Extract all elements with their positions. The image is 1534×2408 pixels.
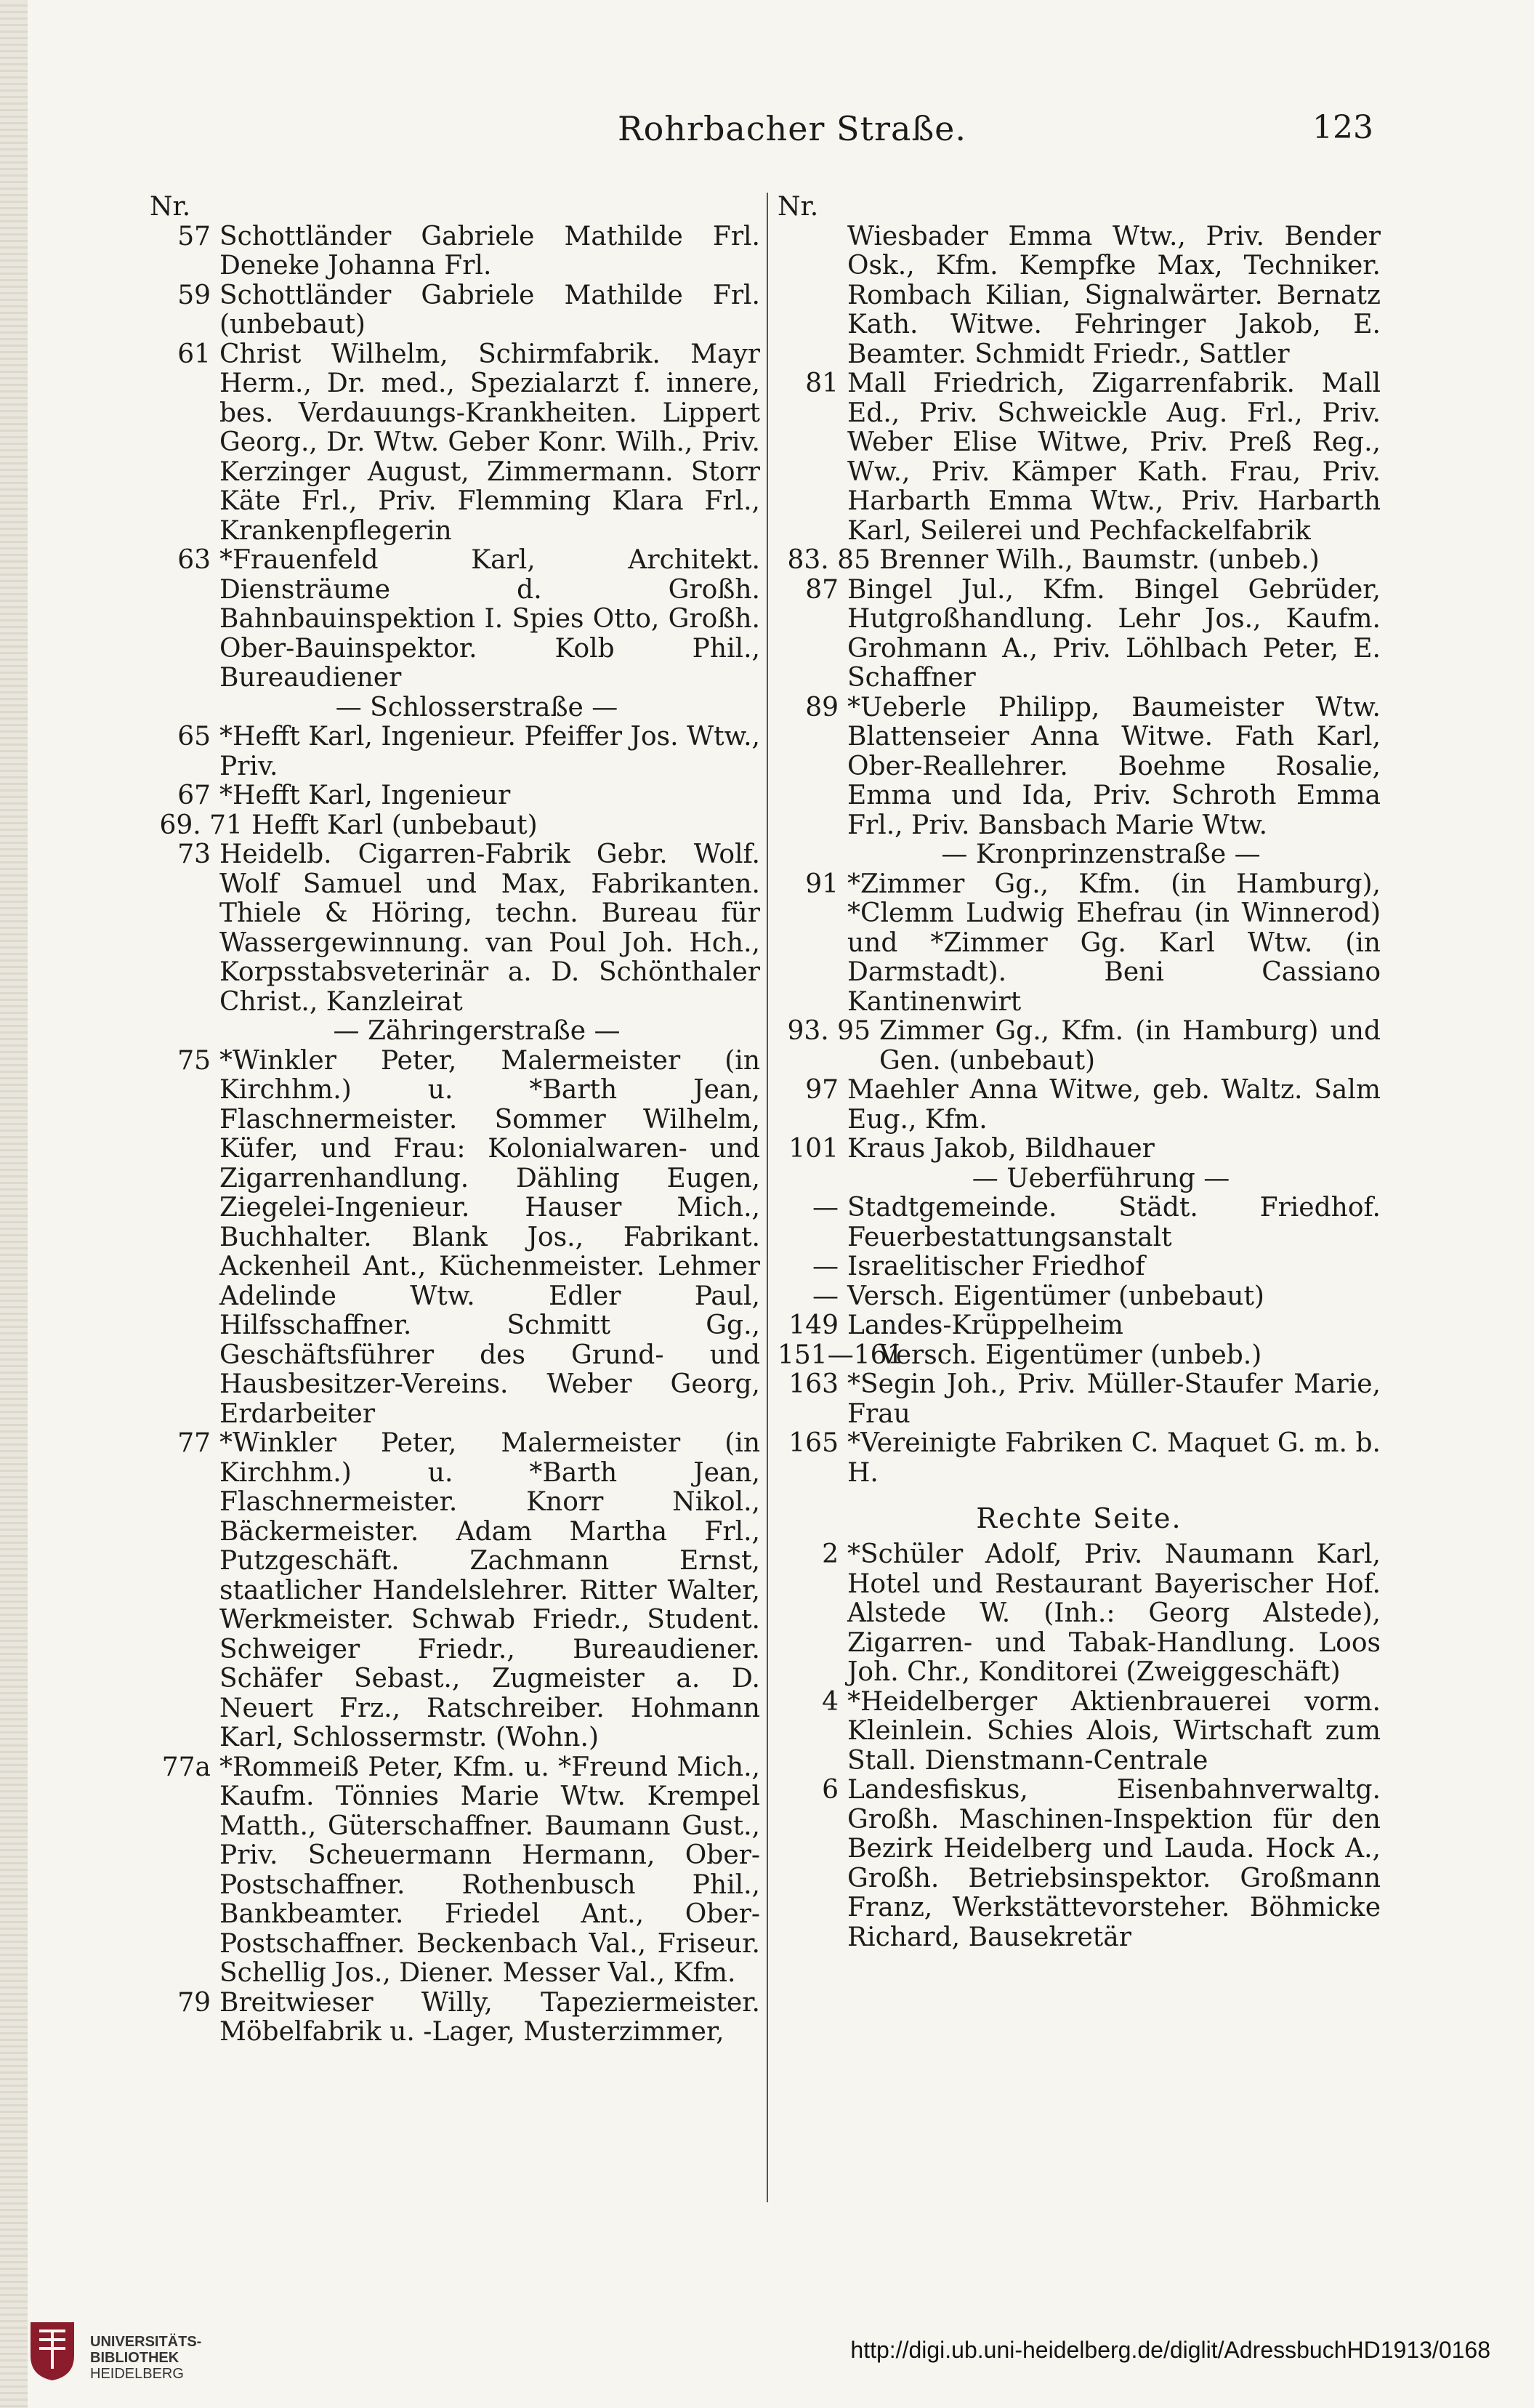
residents-text: Breitwieser Willy, Tapeziermeister. Möbelfabrik u. -Lager, Musterzimmer, <box>219 1987 760 2047</box>
address-entry <box>778 369 1381 546</box>
house-number: 2 <box>822 1539 839 1569</box>
address-entry <box>778 1776 1381 1952</box>
residents-text: Israelitischer Friedhof <box>847 1252 1145 1281</box>
section-heading: Rechte Seite. <box>976 1502 1182 1534</box>
address-entry <box>778 1429 1381 1488</box>
right-column <box>778 193 1381 1952</box>
address-entry <box>778 693 1381 841</box>
nr-label: Nr. <box>150 192 191 222</box>
address-entry <box>150 340 760 547</box>
house-number: 63 <box>177 545 211 575</box>
house-number: — <box>812 1252 839 1281</box>
page-number: 123 <box>1312 109 1373 146</box>
house-number: 75 <box>177 1045 211 1076</box>
library-line-1: UNIVERSITÄTS- <box>90 2334 202 2350</box>
residents-text: *Winkler Peter, Malermeister (in Kirchhm.) u. *Barth Jean, Flaschnermeister. Knorr Nikol., Bäckermeister. Adam Martha Frl., Putzgeschäft. Zachmann Ernst, staatlicher Handelslehrer. Ritter Walter, Werkmeister. Schwab Friedr., Student. Schweiger Friedr., Bureaudiener. Schäfer Sebast., Zugmeister a. D. Neuert Frz., Ratschreiber. Hohmann Karl, Schlossermstr. (Wohn.) <box>219 1428 760 1752</box>
house-number: 97 <box>805 1075 839 1105</box>
cross-street-label: — Schlosserstraße — <box>335 692 618 722</box>
house-number: 57 <box>177 221 211 251</box>
address-entry <box>778 1135 1381 1164</box>
cross-street-label: — Ueberführung — <box>972 1163 1230 1193</box>
nr-label: Nr. <box>778 192 819 222</box>
address-entry <box>778 576 1381 693</box>
residents-text: *Schüler Adolf, Priv. Naumann Karl, Hotel und Restaurant Bayerischer Hof. Alstede W. (Inh.: Georg Alstede), Zigarren- und Tabak-Handlung. Loos Joh. Chr., Konditorei (Zweiggeschäft) <box>847 1539 1381 1687</box>
residents-text: Wiesbader Emma Wtw., Priv. Bender Osk., Kfm. Kempfke Max, Techniker. Rombach Kilian, Signalwärter. Bernatz Kath. Witwe. Fehringer Jakob, E. Beamter. Schmidt Friedr., Sattler <box>847 221 1381 369</box>
house-number: — <box>812 1281 839 1311</box>
residents-text: Mall Friedrich, Zigarrenfabrik. Mall Ed., Priv. Schweickle Aug. Frl., Priv. Weber Elise Witwe, Priv. Preß Reg., Ww., Priv. Kämper Kath. Frau, Priv. Harbarth Emma Wtw., Priv. Harbarth Karl, Seilerei und Pechfackelfabrik <box>847 369 1381 546</box>
address-entry <box>778 870 1381 1018</box>
address-entry <box>150 1047 760 1430</box>
house-number: 87 <box>805 574 839 605</box>
residents-text: *Rommeiß Peter, Kfm. u. *Freund Mich., Kaufm. Tönnies Marie Wtw. Krempel Matth., Güterschaffner. Baumann Gust., Priv. Scheuermann Hermann, Ober-Postschaffner. Rothenbusch Phil., Bankbeamter. Friedel Ant., Ober-Postschaffner. Beckenbach Val., Friseur. Schellig Jos., Diener. Messer Val., Kfm. <box>219 1752 760 1988</box>
residents-text: *Frauenfeld Karl, Architekt. Diensträume d. Großh. Bahnbauinspektion I. Spies Otto, Großh. Ober-Bauinspektor. Kolb Phil., Bureaudiener <box>219 545 760 693</box>
address-entry <box>778 1017 1381 1076</box>
residents-text: Landes-Krüppelheim <box>847 1310 1123 1340</box>
library-line-2: BIBLIOTHEK <box>90 2350 179 2366</box>
residents-text: Bingel Jul., Kfm. Bingel Gebrüder, Hutgroßhandlung. Lehr Jos., Kaufm. Grohmann A., Priv. Löhlbach Peter, E. Schaffner <box>847 574 1381 693</box>
residents-text: *Zimmer Gg., Kfm. (in Hamburg), *Clemm Ludwig Ehefrau (in Winnerod) und *Zimmer Gg. Karl Wtw. (in Darmstadt). Beni Cassiano Kantinenwirt <box>847 869 1381 1017</box>
address-entry <box>778 1311 1381 1341</box>
cross-street-label: — Zähringerstraße — <box>333 1016 621 1046</box>
house-number: 163 <box>788 1369 839 1399</box>
address-entry <box>150 840 760 1017</box>
house-number: 151—161 <box>778 1340 904 1370</box>
house-number: 65 <box>177 722 211 752</box>
house-number: 89 <box>805 692 839 722</box>
address-entry <box>150 722 760 781</box>
house-number: 6 <box>822 1775 839 1805</box>
residents-text: *Heidelberger Aktienbrauerei vorm. Kleinlein. Schies Alois, Wirtschaft zum Stall. Dienstmann-Centrale <box>847 1686 1381 1776</box>
residents-text: Versch. Eigentümer (unbeb.) <box>879 1340 1262 1370</box>
address-entry <box>150 1989 760 2047</box>
scan-edge <box>0 0 28 2408</box>
house-number: 77 <box>177 1428 211 1458</box>
residents-text: Landesfiskus, Eisenbahnverwaltg. Großh. Maschinen-Inspektion für den Bezirk Heidelberg und Lauda. Hock A., Großh. Betriebsinspektor. Großmann Franz, Werkstättevorsteher. Böhmicke Richard, Bausekretär <box>847 1775 1381 1952</box>
house-number: 4 <box>822 1686 839 1717</box>
address-entry <box>778 222 1381 370</box>
address-entry <box>778 1688 1381 1776</box>
address-entry <box>150 281 760 340</box>
residents-text: Versch. Eigentümer (unbebaut) <box>847 1281 1264 1311</box>
residents-text: *Vereinigte Fabriken C. Maquet G. m. b. H. <box>847 1428 1381 1488</box>
house-number <box>778 222 847 370</box>
residents-text: Schottländer Gabriele Mathilde Frl. (unbebaut) <box>219 280 760 339</box>
house-number: 59 <box>177 280 211 310</box>
residents-text: Kraus Jakob, Bildhauer <box>847 1134 1155 1164</box>
house-number: 79 <box>177 1987 211 2018</box>
library-line-3: HEIDELBERG <box>90 2366 184 2382</box>
address-entry <box>778 1540 1381 1688</box>
house-number: 69. 71 <box>159 810 243 840</box>
residents-text: *Ueberle Philipp, Baumeister Wtw. Blattenseier Anna Witwe. Fath Karl, Ober-Reallehrer. Boehme Rosalie, Emma und Ida, Priv. Schroth Emma Frl., Priv. Bansbach Marie Wtw. <box>847 692 1381 840</box>
address-entry <box>150 781 760 811</box>
left-column <box>150 193 760 2047</box>
residents-text: Christ Wilhelm, Schirmfabrik. Mayr Herm., Dr. med., Spezialarzt f. innere, bes. Verdauungs-Krankheiten. Lippert Georg., Dr. Wtw. Geber Konr. Wilh., Priv. Kerzinger August, Zimmermann. Storr Käte Frl., Priv. Flemming Klara Frl., Krankenpflegerin <box>219 339 760 546</box>
house-number: 149 <box>788 1310 839 1340</box>
residents-text: Zimmer Gg., Kfm. (in Hamburg) und Gen. (unbebaut) <box>879 1016 1381 1076</box>
residents-text: Stadtgemeinde. Städt. Friedhof. Feuerbestattungsanstalt <box>847 1193 1381 1252</box>
residents-text: *Winkler Peter, Malermeister (in Kirchhm.) u. *Barth Jean, Flaschnermeister. Sommer Wilhelm, Küfer, und Frau: Kolonialwaren- und Zigarrenhandlung. Dähling Eugen, Ziegelei-Ingenieur. Hauser Mich., Buchhalter. Blank Jos., Fabrikant. Ackenheil Ant., Küchenmeister. Lehmer Adelinde Wtw. Edler Paul, Hilfsschaffner. Schmitt Gg., Geschäftsführer des Grund- und Hausbesitzer-Vereins. Weber Georg, Erdarbeiter <box>219 1045 760 1429</box>
residents-text: Heidelb. Cigarren-Fabrik Gebr. Wolf. Wolf Samuel und Max, Fabrikanten. Thiele & Höring, techn. Bureau für Wassergewinnung. van Poul Joh. Hch., Korpsstabsveterinär a. D. Schönthaler Christ., Kanzleirat <box>219 839 760 1017</box>
residents-text: Maehler Anna Witwe, geb. Waltz. Salm Eug., Kfm. <box>847 1075 1381 1135</box>
residents-text: Hefft Karl (unbebaut) <box>251 810 538 840</box>
residents-text: *Hefft Karl, Ingenieur <box>219 781 511 810</box>
house-number: — <box>812 1193 839 1223</box>
address-entry <box>150 222 760 281</box>
house-number: 73 <box>177 839 211 869</box>
residents-text: Brenner Wilh., Baumstr. (unbeb.) <box>879 545 1320 575</box>
address-entry <box>150 546 760 693</box>
house-number: 165 <box>788 1428 839 1458</box>
address-entry <box>778 1076 1381 1135</box>
cross-street-label: — Kronprinzenstraße — <box>941 839 1261 869</box>
house-number: 61 <box>177 339 211 369</box>
house-number: 93. 95 <box>787 1016 871 1046</box>
source-url-link[interactable]: http://digi.ub.uni-heidelberg.de/diglit/AdressbuchHD1913/0168 <box>850 2337 1490 2363</box>
residents-text: Schottländer Gabriele Mathilde Frl. Deneke Johanna Frl. <box>219 221 760 281</box>
address-entry <box>778 1282 1381 1312</box>
residents-text: *Segin Joh., Priv. Müller-Staufer Marie, Frau <box>847 1369 1381 1429</box>
page-header <box>153 102 1373 160</box>
residents-text: *Hefft Karl, Ingenieur. Pfeiffer Jos. Wtw., Priv. <box>219 722 760 781</box>
address-entry <box>150 1753 760 1989</box>
address-entry <box>150 1429 760 1753</box>
library-name <box>90 2334 201 2382</box>
address-entry <box>778 546 1381 576</box>
address-entry <box>778 1252 1381 1282</box>
address-entry <box>150 811 760 841</box>
address-entry <box>778 1370 1381 1429</box>
address-entry <box>778 1341 1381 1371</box>
column-divider <box>767 193 768 2202</box>
house-number: 101 <box>788 1134 839 1164</box>
house-number: 91 <box>805 869 839 899</box>
house-number: 67 <box>177 781 211 810</box>
running-title: Rohrbacher Straße. <box>618 109 967 148</box>
house-number: 81 <box>805 369 839 398</box>
address-entry <box>778 1193 1381 1252</box>
house-number: 83. 85 <box>787 545 871 575</box>
house-number: 77a <box>161 1752 211 1782</box>
footer <box>0 2321 1534 2408</box>
university-library-seal-icon <box>29 2321 76 2382</box>
